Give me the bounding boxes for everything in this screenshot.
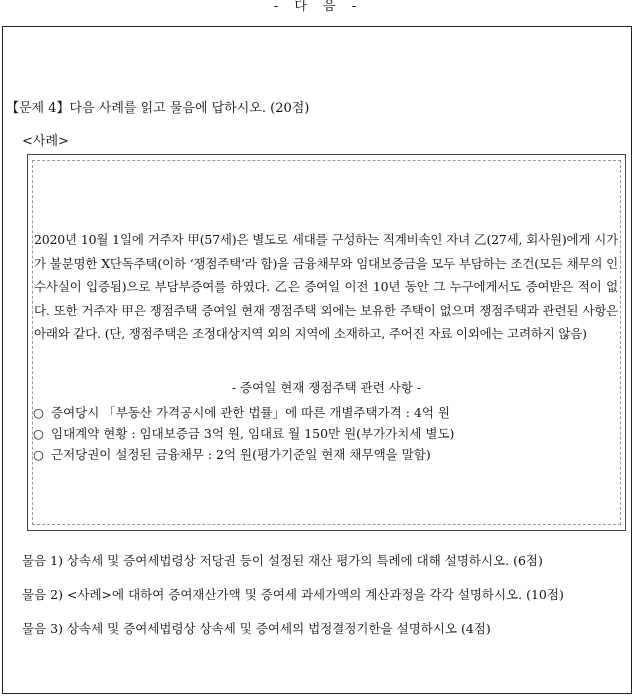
facts-title: - 증여일 현재 쟁점주택 관련 사항 - (231, 380, 422, 395)
circle-bullet-icon: ○ (33, 405, 44, 420)
case-label: <사례> (22, 134, 69, 149)
fact-item (33, 402, 454, 423)
circle-bullet-icon: ○ (33, 426, 44, 441)
section-header: - 다 음 - (273, 0, 363, 14)
question-item-3: 물음 3) 상속세 및 증여세법령상 상속세 및 증여세의 법정결정기한을 설명하시오 (4점) (22, 621, 491, 636)
fact-text: 근저당권이 설정된 금융채무 : 2억 원(평가기준일 현재 채무액을 말함) (51, 447, 431, 462)
fact-item (33, 444, 454, 465)
fact-list (33, 402, 454, 465)
question-item-1: 물음 1) 상속세 및 증여세법령상 저당권 등이 설정된 재산 평가의 특례에 대해 설명하시오. (6점) (22, 553, 543, 568)
fact-text: 임대계약 현황 : 임대보증금 3억 원, 임대료 월 150만 원(부가가치세 별도) (51, 426, 455, 441)
question-item-2: 물음 2) <사례>에 대하여 증여재산가액 및 증여세 과세가액의 계산과정을 각각 설명하시오. (10점) (22, 587, 564, 602)
question-title: 【문제 4】다음 사례를 읽고 물음에 답하시오. (20점) (6, 101, 310, 116)
fact-text: 증여당시 「부동산 가격공시에 관한 법률」에 따른 개별주택가격 : 4억 원 (51, 405, 450, 420)
case-body: 2020년 10월 1일에 거주자 甲(57세)은 별도로 세대를 구성하는 직계비속인 자녀 乙(27세, 회사원)에게 시가가 불분명한 X단독주택(이하 ‘쟁점주택’라 함)을 금융채무와 임대보증금을 모두 부담하는 조건(모든 채무의 인수사실이 입증됨)으로 부담부증여를 하였다. 乙은 증여일 이전 10년 동안 그 누구에게서도 증여받은 적이 없다. 또한 거주자 甲은 쟁점주택 증여일 현재 쟁점주택 외에는 보유한 주택이 없으며 쟁점주택과 관련된 사항은 아래와 같다. (단, 쟁점주택은 조정대상지역 외의 지역에 소재하고, 주어진 자료 이외에는 고려하지 않음) (34, 232, 618, 341)
question-list (22, 549, 564, 651)
circle-bullet-icon: ○ (33, 447, 44, 462)
fact-item (33, 423, 454, 444)
